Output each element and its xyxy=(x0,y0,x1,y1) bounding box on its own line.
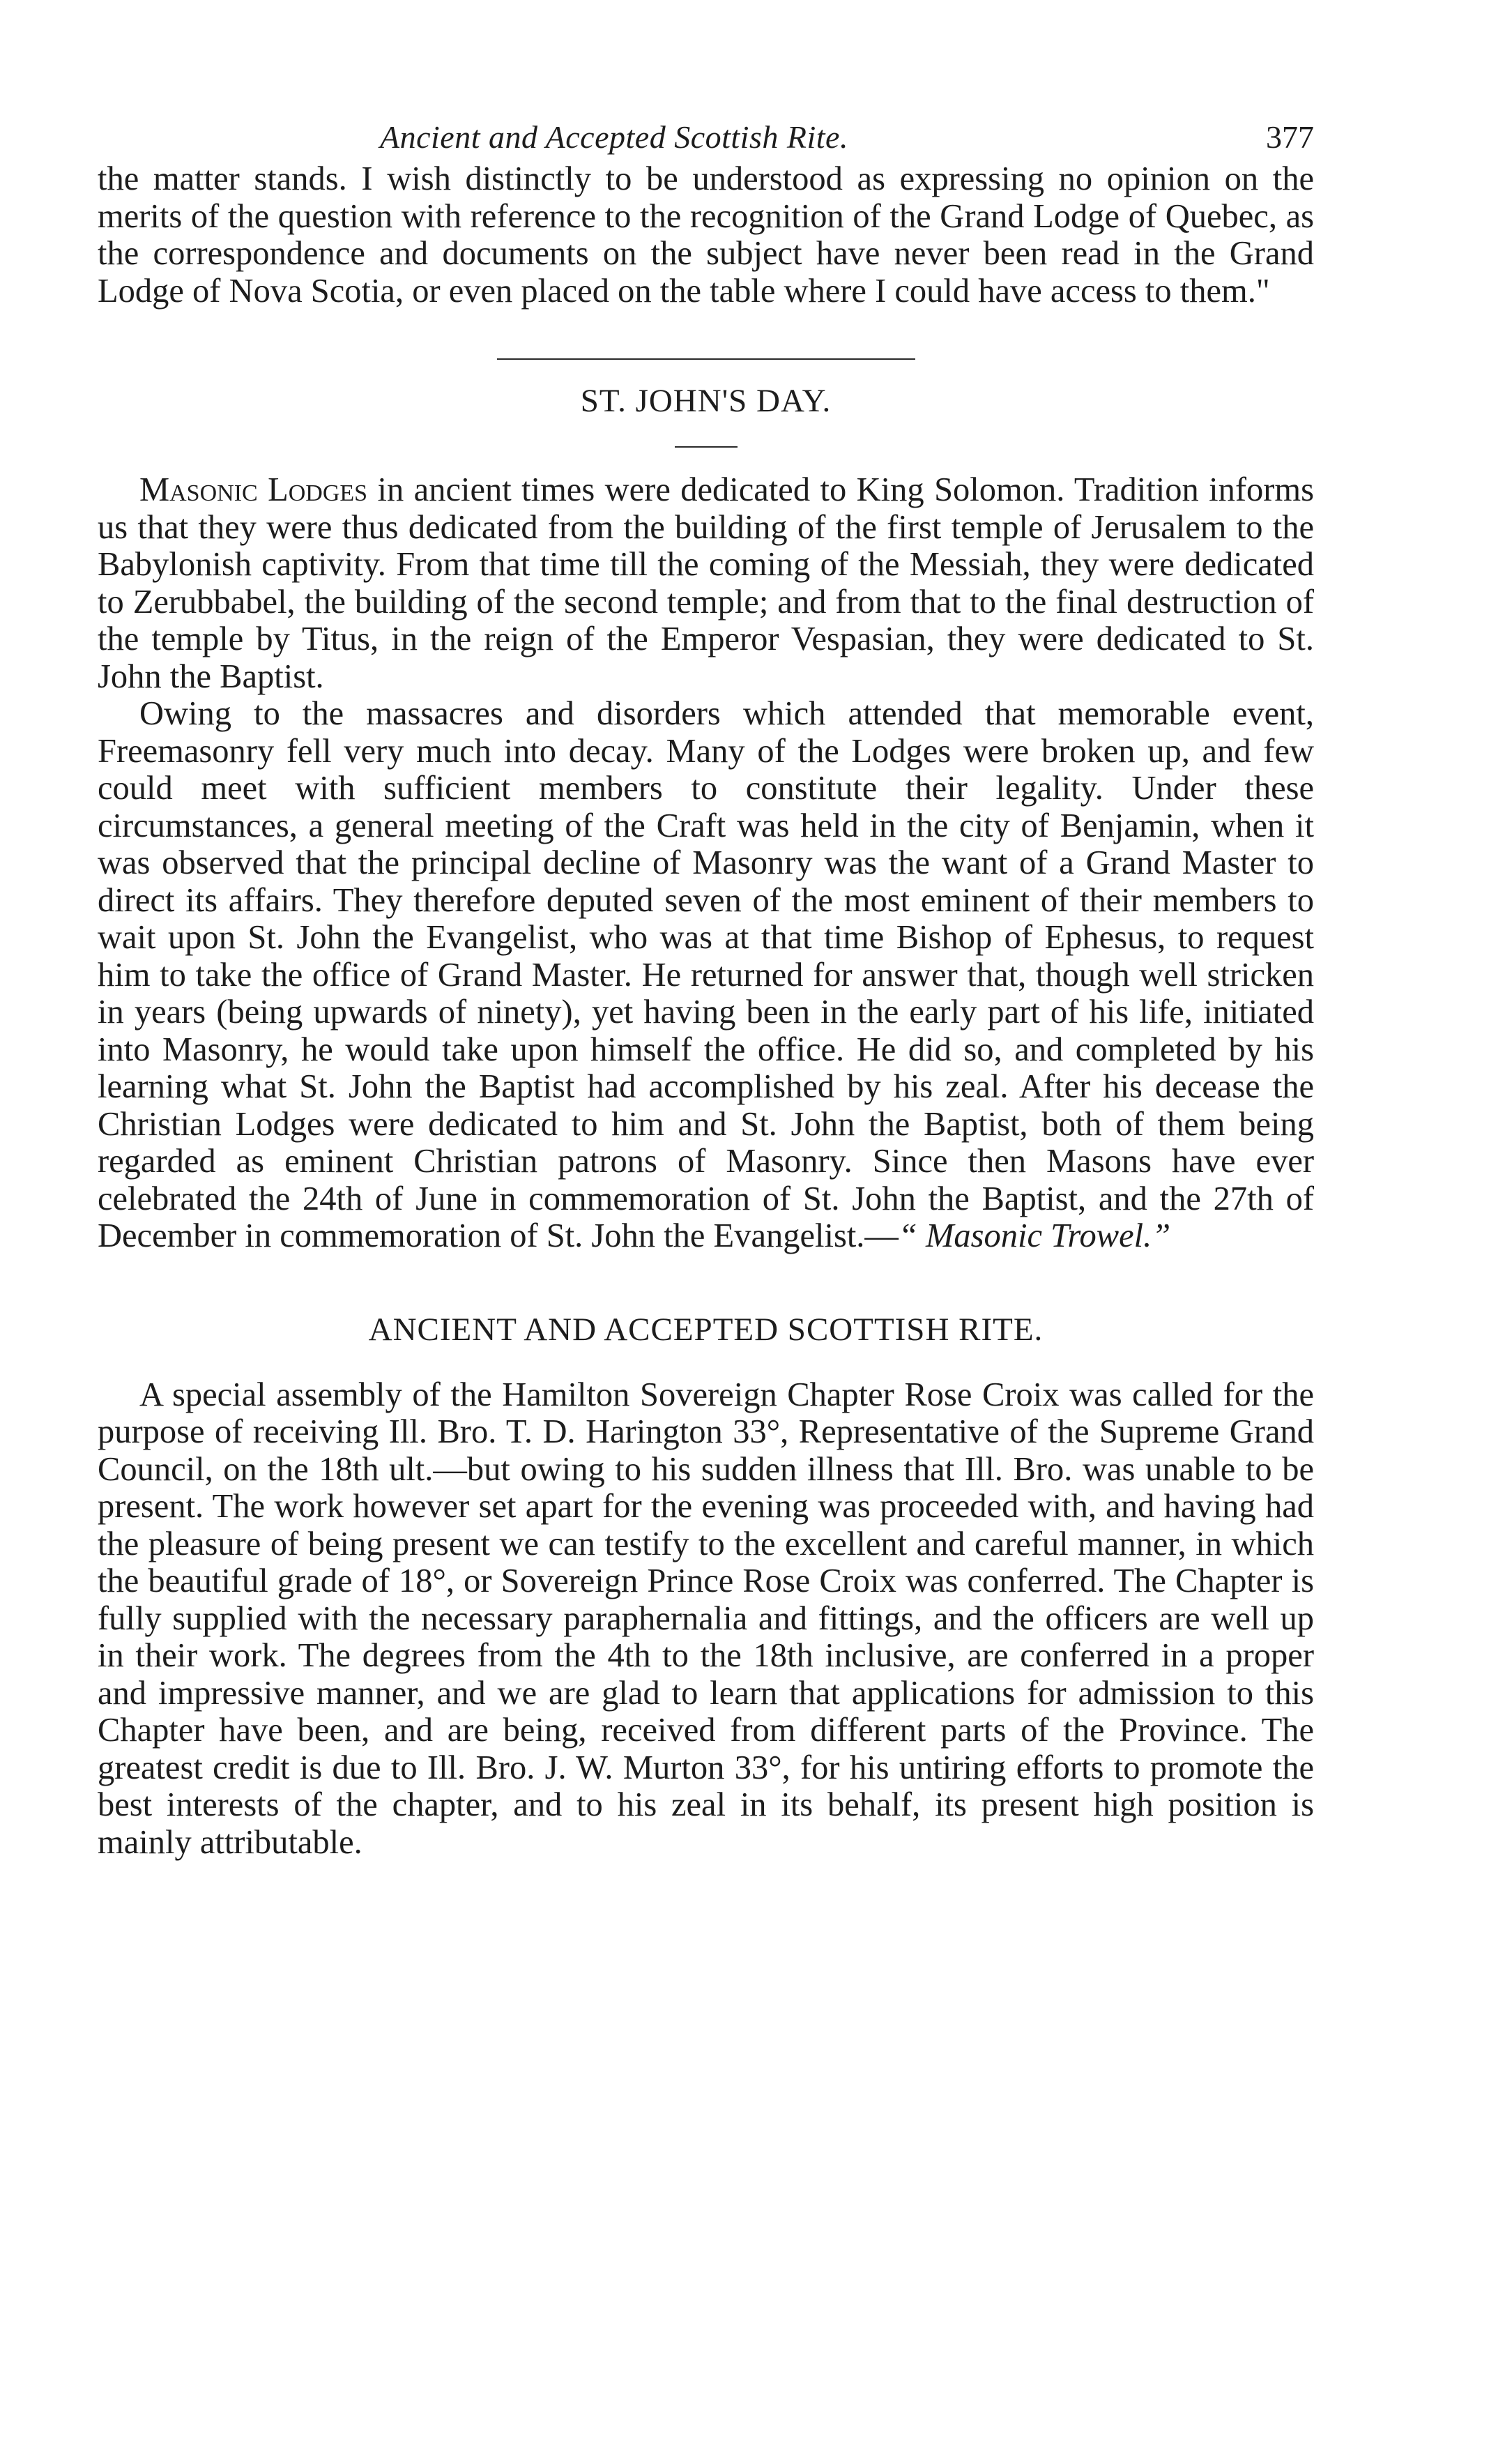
source-attribution: “ Masonic Trowel.” xyxy=(898,1217,1171,1254)
st-johns-day-paragraph-2 xyxy=(98,695,1314,1255)
running-title: Ancient and Accepted Scottish Rite. xyxy=(380,119,848,155)
st-johns-day-paragraph-1 xyxy=(98,471,1314,695)
heading-underline xyxy=(675,446,738,448)
section-heading-st-johns-day: ST. JOHN'S DAY. xyxy=(580,383,832,419)
scottish-rite-paragraph: A special assembly of the Hamilton Sovereign Chapter Rose Croix was called for the purpose of receiving Ill. Bro. T. D. Harington 33°, Representative of the Supreme Grand Council, on the 18th ult.—but owing to his sudden illness that Ill. Bro. was unable to be present. The work however set apart for the evening was proceeded with, and having had the pleasure of being present we can testify to the excellent and careful manner, in which the beautiful grade of 18°, or Sovereign Prince Rose Croix was conferred. The Chapter is fully supplied with the necessary paraphernalia and fittings, and the officers are well up in their work. The degrees from the 4th to the 18th inclusive, are conferred in a proper and impressive manner, and we are glad to learn that applications for admission to this Chapter have been, and are being, received from different parts of the Province. The greatest credit is due to Ill. Bro. J. W. Murton 33°, for his untiring efforts to promote the best interests of the chapter, and to his zeal in its behalf, its present high position is mainly attributable. xyxy=(98,1376,1314,1861)
section-divider xyxy=(497,358,915,360)
book-page xyxy=(98,105,1314,1861)
running-head xyxy=(98,105,1314,160)
continuation-paragraph: the matter stands. I wish distinctly to be understood as expressing no opinion on the merits of the question with reference to the recognition of the Grand Lodge of Quebec, as the correspondence and documents on the subject have never been read in the Grand Lodge of Nova Scotia, or even placed on the table where I could have access to them." xyxy=(98,160,1314,310)
paragraph-text: Owing to the massacres and disorders which attended that memorable event, Freemasonry fell very much into decay. Many of the Lodges were broken up, and few could meet with sufficient members to constitute their legality. Under these circumstances, a general meeting of the Craft was held in the city of Benjamin, when it was observed that the principal decline of Masonry was the want of a Grand Master to direct its affairs. They therefore deputed seven of the most eminent of their members to wait upon St. John the Evangelist, who was at that time Bishop of Ephesus, to request him to take the office of Grand Master. He returned for answer that, though well stricken in years (being upwards of ninety), yet having been in the early part of his life, initiated into Masonry, he would take upon himself the office. He did so, and completed by his learning what St. John the Baptist had accomplished by his zeal. After his decease the Christian Lodges were dedicated to him and St. John the Baptist, both of them being regarded as eminent Christian patrons of Masonry. Since then Masons have ever celebrated the 24th of June in commemoration of St. John the Baptist, and the 27th of December in commemoration of St. John the Evangelist.— xyxy=(98,695,1314,1254)
paragraph-text: in ancient times were dedicated to King Solomon. Tradition informs us that they were thus dedicated from the building of the first temple of Jerusalem to the Babylonish captivity. From that time till the coming of the Messiah, they were dedicated to Zerubbabel, the building of the second temple; and from that to the final destruction of the temple by Titus, in the reign of the Emperor Vespasian, they were dedicated to St. John the Baptist. xyxy=(98,471,1314,695)
section-heading-scottish-rite: ANCIENT AND ACCEPTED SCOTTISH RITE. xyxy=(368,1311,1044,1348)
page-number: 377 xyxy=(1266,119,1314,155)
lead-words: Masonic Lodges xyxy=(139,471,368,508)
